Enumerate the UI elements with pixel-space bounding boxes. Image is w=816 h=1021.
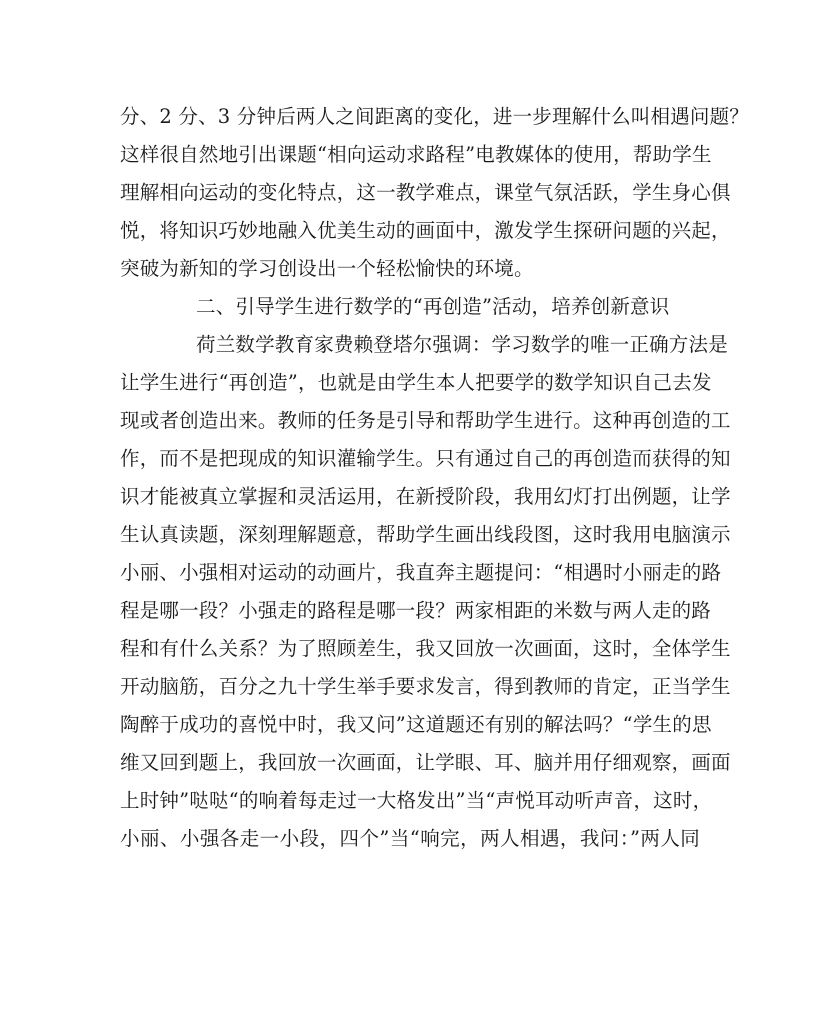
paragraph-2-line-1: 荷兰数学教育家费赖登塔尔强调：学习数学的唯一正确方法是 xyxy=(196,333,728,356)
paragraph-2-line-10: 开动脑筋，百分之九十学生举手要求发言，得到教师的肯定，正当学生 xyxy=(120,675,731,698)
paragraph-2-line-13: 上时钟”哒哒“的响着每走过一大格发出”当“声悦耳动听声音，这时， xyxy=(120,789,713,812)
document-body xyxy=(120,98,750,858)
paragraph-1-line-3: 理解相向运动的变化特点，这一教学难点，课堂气氛活跃，学生身心俱 xyxy=(120,181,731,204)
paragraph-2-line-7: 小丽、小强相对运动的动画片，我直奔主题提问：“相遇时小丽走的路 xyxy=(120,561,722,584)
paragraph-1-line-4: 悦，将知识巧妙地融入优美生动的画面中，激发学生探研问题的兴起， xyxy=(120,219,731,242)
paragraph-2-line-3: 现或者创造出来。教师的任务是引导和帮助学生进行。这种再创造的工 xyxy=(120,409,731,432)
paragraph-2-line-11: 陶醉于成功的喜悦中时，我又问”这道题还有别的解法吗？“学生的思 xyxy=(120,713,712,736)
paragraph-2-line-12: 维又回到题上，我回放一次画面，让学眼、耳、脑并用仔细观察，画面 xyxy=(120,751,731,774)
section-heading: 二、引导学生进行数学的“再创造”活动，培养创新意识 xyxy=(196,295,670,318)
paragraph-2-line-14: 小丽、小强各走一小段，四个”当“响完，两人相遇，我问：”两人同 xyxy=(120,827,700,850)
paragraph-2-line-5: 识才能被真立掌握和灵活运用，在新授阶段，我用幻灯打出例题，让学 xyxy=(120,485,731,508)
paragraph-2-line-8: 程是哪一段？小强走的路程是哪一段？两家相距的米数与两人走的路 xyxy=(120,599,712,622)
paragraph-1-line-1: 分、2 分、3 分钟后两人之间距离的变化，进一步理解什么叫相遇问题？ xyxy=(120,105,750,128)
paragraph-2-line-9: 程和有什么关系？为了照顾差生，我又回放一次画面，这时，全体学生 xyxy=(120,637,731,660)
paragraph-2-line-2: 让学生进行“再创造”，也就是由学生本人把要学的数学知识自己去发 xyxy=(120,371,712,394)
paragraph-2-line-4: 作，而不是把现成的知识灌输学生。只有通过自己的再创造而获得的知 xyxy=(120,447,731,470)
paragraph-1-line-2: 这样很自然地引出课题“相向运动求路程”电教媒体的使用，帮助学生 xyxy=(120,143,712,166)
paragraph-1-line-5: 突破为新知的学习创设出一个轻松愉快的环境。 xyxy=(120,257,534,280)
paragraph-2-line-6: 生认真读题，深刻理解题意，帮助学生画出线段图，这时我用电脑演示 xyxy=(120,523,731,546)
